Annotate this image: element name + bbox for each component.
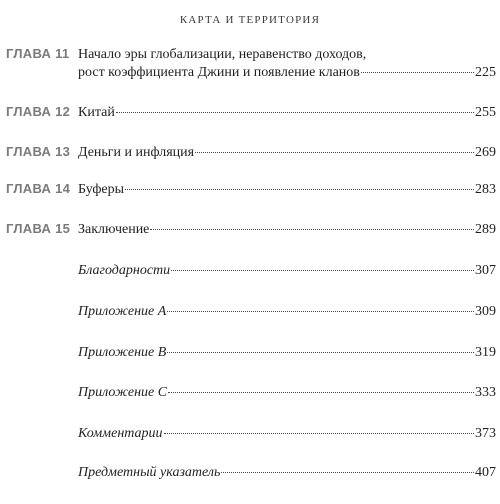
page-number: 225	[475, 65, 496, 80]
chapter-label: ГЛАВА 14	[6, 181, 71, 196]
entry-title	[78, 144, 496, 162]
page-number: 373	[475, 426, 496, 441]
entry-title-line-2: рост коэффициента Джини и появление кланов	[78, 65, 360, 80]
toc-entry-appendix-b[interactable]	[0, 344, 500, 384]
dot-leader	[167, 311, 474, 312]
dot-leader	[167, 352, 474, 353]
entry-title-text: Заключение	[78, 222, 150, 237]
chapter-label: ГЛАВА 13	[6, 144, 71, 159]
toc-entry-chapter-15[interactable]	[0, 221, 500, 261]
entry-title	[78, 464, 496, 482]
page-number: 309	[475, 304, 496, 319]
dot-leader	[195, 152, 474, 153]
page-number: 289	[475, 222, 496, 237]
entry-title-text: Комментарии	[78, 426, 163, 441]
entry-title-text: Деньги и инфляция	[78, 145, 195, 160]
entry-title-text: Благодарности	[78, 263, 171, 278]
entry-title-line-1: Начало эры глобализации, неравенство доходов,	[78, 47, 367, 62]
chapter-label: ГЛАВА 12	[6, 104, 71, 119]
dot-leader	[361, 72, 474, 73]
dot-leader	[171, 270, 474, 271]
entry-title	[78, 262, 496, 280]
page-number: 269	[475, 145, 496, 160]
entry-title	[78, 303, 496, 321]
entry-title	[78, 46, 496, 82]
page-number: 333	[475, 385, 496, 400]
entry-title	[78, 384, 496, 402]
entry-title	[78, 425, 496, 443]
entry-title-text: Предметный указатель	[78, 465, 221, 480]
chapter-label: ГЛАВА 11	[6, 46, 70, 61]
entry-title	[78, 104, 496, 122]
chapter-label: ГЛАВА 15	[6, 221, 71, 236]
dot-leader	[164, 433, 474, 434]
page-number: 407	[475, 465, 496, 480]
running-head: КАРТА И ТЕРРИТОРИЯ	[179, 14, 321, 26]
toc-entry-acknowledgements[interactable]	[0, 262, 500, 302]
page-number: 319	[475, 345, 496, 360]
toc-entry-chapter-13[interactable]	[0, 144, 500, 184]
dot-leader	[116, 112, 474, 113]
dot-leader	[150, 229, 474, 230]
dot-leader	[168, 392, 474, 393]
entry-title	[78, 221, 496, 239]
toc-entry-chapter-14[interactable]	[0, 181, 500, 221]
toc-entry-subject-index[interactable]	[0, 464, 500, 504]
entry-title-text: Приложение А	[78, 304, 167, 319]
entry-title	[78, 181, 496, 199]
page-number: 255	[475, 105, 496, 120]
entry-title	[78, 344, 496, 362]
toc-entry-appendix-c[interactable]	[0, 384, 500, 424]
toc-entry-chapter-11[interactable]	[0, 46, 500, 86]
toc-entry-appendix-a[interactable]	[0, 303, 500, 343]
entry-title-text: Китай	[78, 105, 115, 120]
page-number: 283	[475, 182, 496, 197]
entry-title-text: Приложение В	[78, 345, 167, 360]
toc-entry-comments[interactable]	[0, 425, 500, 465]
entry-title-text: Буферы	[78, 182, 125, 197]
entry-title-text: Приложение С	[78, 385, 168, 400]
dot-leader	[221, 472, 474, 473]
page-number: 307	[475, 263, 496, 278]
toc-entry-chapter-12[interactable]	[0, 104, 500, 144]
dot-leader	[125, 189, 474, 190]
